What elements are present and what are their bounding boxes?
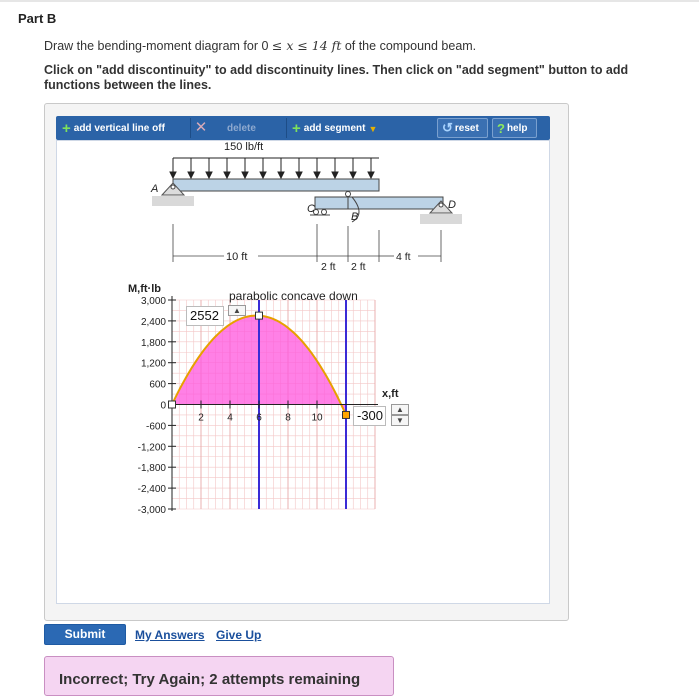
add-segment-label: add segment [303, 123, 366, 134]
prompt-math: ≤ x ≤ 14 ft [271, 38, 342, 53]
load-label: 150 lb/ft [224, 141, 264, 153]
spin-down-icon[interactable]: ▼ [391, 415, 409, 426]
y-tick-label: 0 [160, 400, 166, 412]
spin-up-icon[interactable]: ▲ [228, 305, 246, 316]
x-tick-label: 2 [198, 412, 204, 424]
part-heading: Part B [18, 11, 57, 26]
feedback-text: Incorrect; Try Again; 2 attempts remaining [59, 671, 361, 688]
label-c: C [307, 203, 315, 215]
my-answers-link[interactable]: My Answers [135, 628, 205, 642]
y-tick-label: -1,200 [137, 442, 166, 454]
curve-end-point[interactable] [343, 411, 350, 418]
plus-icon: + [62, 120, 71, 137]
help-label: help [506, 122, 528, 134]
x-tick-label: 4 [227, 412, 233, 424]
label-d: D [448, 199, 456, 211]
prompt-suffix: of the compound beam. [341, 39, 477, 53]
segment-type-label: parabolic concave down [229, 289, 358, 303]
instructions: Click on "add discontinuity" to add discontinuity lines. Then click on "add segment" button to add functions between the lines. [44, 63, 629, 92]
submit-button[interactable]: Submit [44, 624, 126, 645]
plus-icon: + [292, 120, 301, 137]
y-tick-label: -1,800 [137, 463, 166, 475]
y-tick-label: -600 [145, 421, 166, 433]
x-tick-label: 8 [285, 412, 291, 424]
add-vertical-label: add vertical line off [73, 123, 165, 134]
x-axis-label: x,ft [382, 388, 399, 400]
y-tick-label: 1,200 [140, 358, 166, 370]
dropdown-arrow-icon: ▼ [368, 123, 378, 134]
reset-icon: ↺ [442, 120, 453, 135]
dim-10ft: 10 ft [226, 251, 248, 263]
y-tick-label: 600 [149, 379, 166, 391]
dim-2ft-b: 2 ft [351, 261, 366, 273]
curve-start-point[interactable] [169, 401, 176, 408]
prompt-prefix: Draw the bending-moment diagram for 0 [44, 39, 272, 53]
give-up-link[interactable]: Give Up [216, 628, 262, 642]
x-tick-label: 10 [311, 412, 323, 424]
y-tick-label: 1,800 [140, 337, 166, 349]
delete-button[interactable]: delete [227, 123, 256, 134]
y-tick-label: 3,000 [140, 296, 166, 307]
curve-peak-point[interactable] [256, 312, 263, 319]
label-b: B [351, 211, 359, 223]
dim-4ft: 4 ft [396, 251, 411, 263]
help-icon: ? [497, 120, 505, 136]
x-tick-label: 6 [256, 412, 262, 424]
end-value-field[interactable]: -300 [353, 406, 386, 426]
delete-x-icon: ✕ [194, 119, 208, 136]
label-a: A [151, 183, 159, 195]
dim-2ft-a: 2 ft [321, 261, 336, 273]
y-tick-label: 2,400 [140, 316, 166, 328]
peak-value-field[interactable]: 2552 [186, 306, 224, 326]
feedback-box [44, 656, 394, 696]
y-tick-label: -3,000 [137, 505, 166, 516]
reset-label: reset [454, 122, 479, 134]
y-axis-label: M,ft·lb [128, 283, 161, 295]
spin-up-icon[interactable]: ▲ [391, 404, 409, 415]
y-tick-label: -2,400 [137, 484, 166, 496]
